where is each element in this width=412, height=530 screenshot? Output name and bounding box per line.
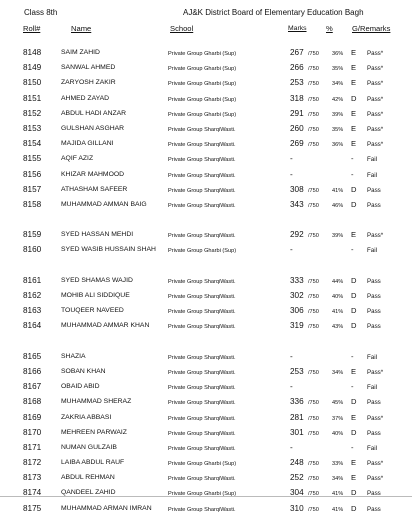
column-header-percent: % (326, 24, 333, 33)
grade: D (351, 503, 357, 513)
marks-total: /750 (308, 142, 319, 149)
student-name: NUMAN GULZAIB (61, 443, 117, 451)
student-name: MEHREEN PARWAIZ (61, 428, 127, 436)
remarks: Pass* (367, 141, 384, 149)
roll-number: 8152 (23, 108, 42, 118)
percentage: 39% (332, 111, 344, 118)
roll-number: 8148 (23, 48, 42, 57)
remarks: Pass* (367, 125, 384, 133)
grade: D (351, 93, 357, 103)
grade: D (351, 306, 357, 316)
student-name: MUHAMMAD ARMAN IMRAN (61, 504, 152, 512)
remarks: Pass* (367, 475, 384, 483)
remarks: Pass (367, 308, 381, 316)
marks-total: /750 (308, 66, 319, 73)
percentage: 40% (332, 294, 344, 301)
school-name: Private Group SharqiWasti. (168, 430, 236, 437)
marks-total: /750 (308, 415, 319, 422)
grade: D (351, 427, 357, 437)
marks-total: /750 (308, 294, 319, 301)
student-name: SYED SHAMAS WAJID (61, 276, 133, 284)
remarks: Pass (367, 186, 381, 194)
roll-number: 8163 (23, 306, 42, 316)
grade: - (351, 442, 354, 452)
school-name: Private Group SharqiWasti. (168, 324, 236, 331)
marks-obtained: 304 (290, 488, 304, 498)
student-name: KHIZAR MAHMOOD (61, 170, 125, 178)
marks-obtained: 292 (290, 230, 304, 240)
student-name: ATHASHAM SAFEER (61, 185, 128, 193)
percentage: 41% (332, 309, 344, 316)
roll-number: 8165 (23, 351, 42, 361)
table-row (0, 44, 412, 59)
grade: E (351, 123, 357, 133)
grade: - (351, 245, 354, 255)
student-name: MOHIB ALI SIDDIQUE (61, 292, 130, 300)
roll-number: 8162 (23, 291, 42, 301)
grade: E (351, 230, 357, 240)
grade: D (351, 291, 357, 301)
student-name: MUHAMMAD SHERAZ (61, 398, 132, 406)
school-name: Private Group SharqiWasti. (168, 400, 236, 407)
percentage: 42% (332, 96, 344, 103)
marks-obtained: - (290, 351, 293, 361)
school-name: Private Group Gharbi (Sup) (168, 461, 237, 468)
grade: E (351, 108, 357, 118)
remarks: Pass (367, 323, 381, 331)
grade: E (351, 366, 357, 376)
percentage: 35% (332, 66, 344, 73)
marks-obtained: 306 (290, 306, 304, 316)
remarks: Pass (367, 429, 381, 437)
student-name: TOUQEER NAVEED (61, 307, 124, 315)
marks-obtained: 319 (290, 321, 304, 331)
table-row (0, 150, 412, 165)
remarks: Fail (367, 156, 377, 164)
table-row (0, 363, 412, 378)
remarks: Pass* (367, 65, 384, 73)
roll-number: 8154 (23, 139, 42, 149)
roll-number: 8171 (23, 442, 42, 452)
grade: E (351, 48, 357, 57)
remarks: Pass (367, 277, 381, 285)
student-name: ABDUL REHMAN (61, 474, 115, 482)
roll-number: 8173 (23, 473, 42, 483)
results-table (0, 44, 412, 530)
grade: E (351, 458, 357, 468)
student-name: SAIM ZAHID (61, 49, 100, 56)
table-row (0, 454, 412, 469)
school-name: Private Group SharqiWasti. (168, 202, 236, 209)
grade: E (351, 63, 357, 73)
remarks: Fail (367, 353, 377, 361)
table-row (0, 500, 412, 530)
marks-obtained: 267 (290, 48, 304, 57)
grade: D (351, 397, 357, 407)
board-title: AJ&K District Board of Elementary Education Bagh (183, 8, 364, 17)
marks-obtained: 310 (290, 503, 304, 513)
marks-obtained: 266 (290, 63, 304, 73)
grade: D (351, 321, 357, 331)
table-row (0, 484, 412, 499)
remarks: Pass (367, 201, 381, 209)
school-name: Private Group SharqiWasti. (168, 157, 236, 164)
table-row (0, 196, 412, 226)
percentage: 34% (332, 81, 344, 88)
percentage: 37% (332, 415, 344, 422)
table-row (0, 90, 412, 105)
percentage: 35% (332, 126, 344, 133)
student-name: GULSHAN ASGHAR (61, 124, 125, 132)
marks-total: /750 (308, 506, 319, 513)
marks-obtained: - (290, 169, 293, 179)
grade: E (351, 78, 357, 88)
remarks: Pass* (367, 50, 384, 57)
remarks: Fail (367, 444, 377, 452)
column-header-school: School (170, 24, 194, 33)
table-row (0, 409, 412, 424)
table-row (0, 181, 412, 196)
school-name: Private Group Gharbi (Sup) (168, 111, 237, 118)
table-row (0, 393, 412, 408)
student-name: SHAZIA (61, 352, 86, 360)
table-row (0, 439, 412, 454)
marks-total: /750 (308, 491, 319, 498)
marks-total: /750 (308, 461, 319, 468)
marks-total: /750 (308, 476, 319, 483)
marks-obtained: 343 (290, 199, 304, 209)
school-name: Private Group Gharbi (Sup) (168, 81, 237, 88)
roll-number: 8159 (23, 230, 42, 240)
school-name: Private Group SharqiWasti. (168, 506, 236, 513)
roll-number: 8170 (23, 427, 42, 437)
remarks: Fail (367, 247, 377, 255)
grade: - (351, 351, 354, 361)
roll-number: 8150 (23, 78, 42, 88)
student-name: SYED HASSAN MEHDI (61, 231, 134, 239)
roll-number: 8172 (23, 458, 42, 468)
column-header-marks: Marks (288, 25, 307, 32)
school-name: Private Group Gharbi (Sup) (168, 491, 237, 498)
marks-obtained: 333 (290, 275, 304, 285)
roll-number: 8164 (23, 321, 42, 331)
table-row (0, 59, 412, 74)
marks-obtained: 248 (290, 458, 304, 468)
roll-number: 8157 (23, 184, 42, 194)
grade: D (351, 488, 357, 498)
percentage: 41% (332, 506, 344, 513)
marks-obtained: 253 (290, 366, 304, 376)
school-name: Private Group SharqiWasti. (168, 385, 236, 392)
marks-obtained: - (290, 442, 293, 452)
table-row (0, 226, 412, 241)
roll-number: 8174 (23, 488, 42, 498)
school-name: Private Group SharqiWasti. (168, 415, 236, 422)
school-name: Private Group SharqiWasti. (168, 354, 236, 361)
school-name: Private Group SharqiWasti. (168, 142, 236, 149)
marks-obtained: 301 (290, 427, 304, 437)
table-row (0, 241, 412, 271)
school-name: Private Group SharqiWasti. (168, 369, 236, 376)
roll-number: 8175 (23, 503, 42, 513)
student-name: SYED WASIB HUSSAIN SHAH (61, 246, 156, 254)
roll-number: 8149 (23, 63, 42, 73)
column-header-name: Name (71, 24, 92, 33)
school-name: Private Group Gharbi (Sup) (168, 51, 237, 57)
student-name: MUHAMMAD AMMAR KHAN (61, 322, 150, 330)
marks-total: /750 (308, 51, 319, 57)
roll-number: 8156 (23, 169, 42, 179)
table-row (0, 166, 412, 181)
school-name: Private Group SharqiWasti. (168, 126, 236, 133)
student-name: OBAID ABID (61, 383, 100, 391)
marks-obtained: 291 (290, 108, 304, 118)
student-name: ABDUL HADI ANZAR (61, 109, 127, 117)
percentage: 39% (332, 233, 344, 240)
percentage: 40% (332, 430, 344, 437)
roll-number: 8169 (23, 412, 42, 422)
marks-total: /750 (308, 81, 319, 88)
school-name: Private Group SharqiWasti. (168, 445, 236, 452)
marks-obtained: 269 (290, 139, 304, 149)
table-row (0, 348, 412, 363)
marks-obtained: - (290, 154, 293, 164)
percentage: 36% (332, 142, 344, 149)
marks-obtained: 318 (290, 93, 304, 103)
student-name: QANDEEL ZAHID (61, 489, 116, 497)
percentage: 36% (332, 51, 344, 57)
remarks: Pass (367, 490, 381, 498)
percentage: 46% (332, 202, 344, 209)
roll-number: 8158 (23, 199, 42, 209)
school-name: Private Group SharqiWasti. (168, 309, 236, 316)
roll-number: 8161 (23, 275, 42, 285)
table-row (0, 105, 412, 120)
student-name: MAJIDA GILLANI (61, 140, 114, 148)
marks-total: /750 (308, 233, 319, 240)
table-row (0, 302, 412, 317)
marks-obtained: - (290, 245, 293, 255)
roll-number: 8160 (23, 245, 42, 255)
student-name: SOBAN KHAN (61, 367, 106, 375)
student-name: MUHAMMAD AMMAN BAIG (61, 200, 147, 208)
marks-obtained: - (290, 382, 293, 392)
marks-total: /750 (308, 309, 319, 316)
marks-obtained: 336 (290, 397, 304, 407)
percentage: 34% (332, 476, 344, 483)
student-name: SANWAL AHMED (61, 64, 116, 72)
table-row (0, 74, 412, 89)
percentage: 41% (332, 187, 344, 194)
remarks: Pass (367, 505, 381, 513)
table-row (0, 120, 412, 135)
marks-obtained: 281 (290, 412, 304, 422)
page-divider (0, 496, 412, 497)
table-row (0, 424, 412, 439)
marks-total: /750 (308, 202, 319, 209)
marks-total: /750 (308, 111, 319, 118)
marks-total: /750 (308, 430, 319, 437)
marks-total: /750 (308, 278, 319, 285)
table-row (0, 272, 412, 287)
student-name: LAIBA ABDUL RAUF (61, 459, 125, 467)
percentage: 44% (332, 278, 344, 285)
marks-obtained: 260 (290, 123, 304, 133)
remarks: Pass* (367, 110, 384, 118)
table-row (0, 469, 412, 484)
marks-obtained: 308 (290, 184, 304, 194)
column-header-roll: Roll# (23, 24, 41, 33)
marks-total: /750 (308, 187, 319, 194)
grade: D (351, 184, 357, 194)
student-name: ZAKRIA ABBASI (61, 413, 112, 421)
student-name: AQIF AZIZ (61, 155, 94, 163)
table-row (0, 287, 412, 302)
roll-number: 8151 (23, 93, 42, 103)
percentage: 41% (332, 491, 344, 498)
percentage: 33% (332, 461, 344, 468)
school-name: Private Group SharqiWasti. (168, 294, 236, 301)
table-row (0, 135, 412, 150)
remarks: Pass* (367, 95, 384, 103)
remarks: Pass* (367, 368, 384, 376)
grade: - (351, 382, 354, 392)
table-row (0, 317, 412, 347)
remarks: Fail (367, 384, 377, 392)
marks-total: /750 (308, 400, 319, 407)
roll-number: 8167 (23, 382, 42, 392)
student-name: AHMED ZAYAD (61, 94, 110, 102)
remarks: Pass* (367, 414, 384, 422)
grade: - (351, 169, 354, 179)
column-header-remarks: G/Remarks (352, 24, 391, 33)
school-name: Private Group SharqiWasti. (168, 476, 236, 483)
remarks: Pass* (367, 460, 384, 468)
grade: E (351, 139, 357, 149)
percentage: 45% (332, 400, 344, 407)
marks-total: /750 (308, 126, 319, 133)
remarks: Pass (367, 293, 381, 301)
percentage: 43% (332, 324, 344, 331)
school-name: Private Group Gharbi (Sup) (168, 96, 237, 103)
marks-total: /750 (308, 96, 319, 103)
school-name: Private Group SharqiWasti. (168, 233, 236, 240)
school-name: Private Group SharqiWasti. (168, 278, 236, 285)
grade: D (351, 275, 357, 285)
grade: - (351, 154, 354, 164)
remarks: Pass* (367, 232, 384, 240)
school-name: Private Group Gharbi (Sup) (168, 248, 237, 255)
roll-number: 8166 (23, 366, 42, 376)
grade: D (351, 199, 357, 209)
class-label: Class 8th (24, 8, 58, 17)
remarks: Pass* (367, 80, 384, 88)
roll-number: 8155 (23, 154, 42, 164)
percentage: 34% (332, 369, 344, 376)
school-name: Private Group Gharbi (Sup) (168, 66, 237, 73)
student-name: ZARYOSH ZAKIR (61, 79, 116, 87)
marks-obtained: 253 (290, 78, 304, 88)
remarks: Pass (367, 399, 381, 407)
marks-total: /750 (308, 324, 319, 331)
table-row (0, 378, 412, 393)
grade: E (351, 412, 357, 422)
roll-number: 8168 (23, 397, 42, 407)
school-name: Private Group SharqiWasti. (168, 187, 236, 194)
school-name: Private Group SharqiWasti. (168, 172, 236, 179)
grade: E (351, 473, 357, 483)
roll-number: 8153 (23, 123, 42, 133)
marks-obtained: 302 (290, 291, 304, 301)
marks-total: /750 (308, 369, 319, 376)
marks-obtained: 252 (290, 473, 304, 483)
remarks: Fail (367, 171, 377, 179)
